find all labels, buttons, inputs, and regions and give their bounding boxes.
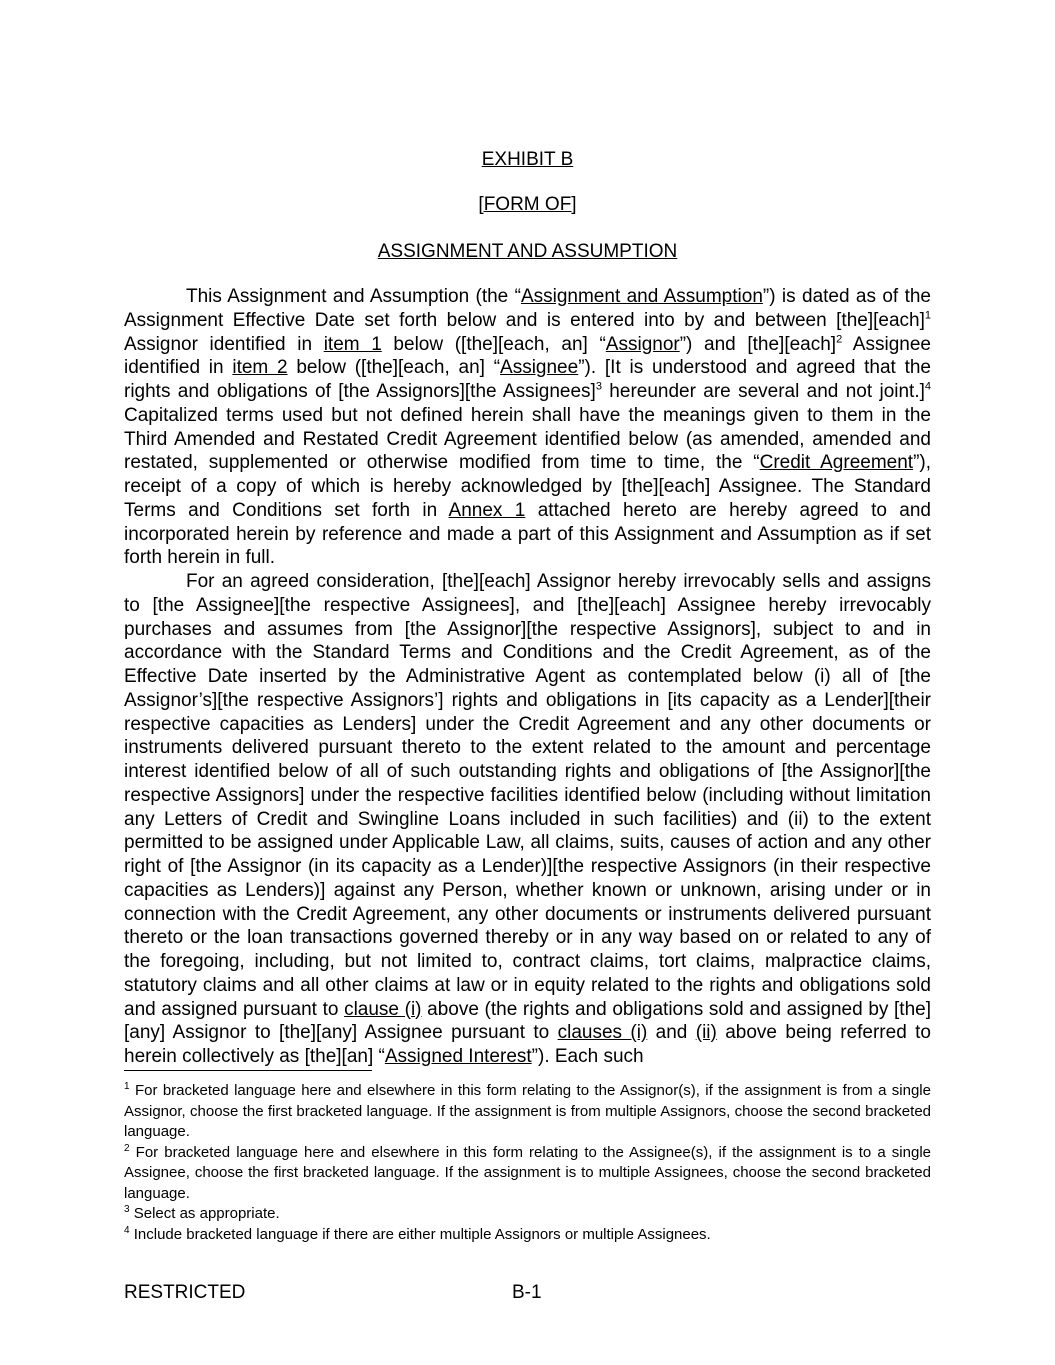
item-2-reference: item 2 xyxy=(232,357,288,379)
defined-term-assigned-interest: Assigned Interest xyxy=(384,1046,532,1067)
defined-term-assignor: Assignor xyxy=(605,333,680,355)
item-1-reference: item 1 xyxy=(323,333,382,355)
footnote-ref-2: 2 xyxy=(836,333,843,346)
footnote-number: 1 xyxy=(124,1081,130,1092)
footnote: $^2$ For bracketed language here and elsewhere in this form relating to the Assignee(s), if the assignment is to a single Assignee, choose the first bracketed language. If the assignment is to multiple Assignees, choose the second bracketed language. xyxy=(124,1142,931,1202)
defined-term-credit-agreement: Credit Agreement xyxy=(759,452,914,474)
form-of-title xyxy=(0,193,1055,217)
exhibit-label: EXHIBIT B xyxy=(481,149,574,170)
footnote: $^1$ For bracketed language here and elsewhere in this form relating to the Assignor(s), if the assignment is from a single Assignor, choose the first bracketed language. If the assignment is from multiple Assignors, choose the second bracketed language. xyxy=(124,1081,931,1140)
footnote-ref-4: 4 xyxy=(924,380,932,393)
footnote-separator xyxy=(124,1070,372,1071)
footnote-number: 3 xyxy=(124,1204,130,1215)
page-number: B-1 xyxy=(512,1282,542,1303)
footnote-number: 4 xyxy=(124,1224,130,1236)
clauses-i-reference: clauses (i) xyxy=(557,1022,648,1044)
intro-paragraph: This Assignment and Assumption (the “Assignment and Assumption”) is dated as of the Assignment Effective Date set forth below and is entered into by and between [the][each]$^1$ Assignor identified in item 1 below ([the][each, an] “Assignor”) and [the][each]$^2$ Assignee identified in item 2 below ([the][each, an] “Assignee”). [It is understood and agreed that the rights and obligations of [the Assignors][the Assignees]$^3$ hereunder are several and not joint.]$^4$ Capitalized terms used but not defined herein shall have the meanings given to them in the Third Amended and Restated Credit Agreement identified below (as amended, amended and restated, supplemented or otherwise modified from time to time, the “Credit Agreement”), receipt of a copy of which is hereby acknowledged by [the][each] Assignee. The Standard Terms and Conditions set forth in Annex 1 attached hereto are hereby agreed to and incorporated herein by reference and made a part of this Assignment and Assumption as if set forth herein in full. xyxy=(124,286,932,569)
footer-restricted-label: RESTRICTED xyxy=(124,1282,246,1303)
defined-term-assignee: Assignee xyxy=(500,357,579,379)
document-title xyxy=(0,240,1055,264)
consideration-paragraph: For an agreed consideration, [the][each] Assignor hereby irrevocably sells and assigns to [the Assignee][the respective Assignees], and [the][each] Assignee hereby irrevocably purchases and assumes from [the Assignor][the respective Assignors], subject to and in accordance with the Standard Terms and Conditions and the Credit Agreement, as of the Effective Date inserted by the Administrative Agent as contemplated below (i) all of [the Assignor’s][the respective Assignors’] rights and obligations in [its capacity as a Lender][their respective capacities as Lenders] under the Credit Agreement and any other documents or instruments delivered pursuant thereto to the extent related to the amount and percentage interest identified below of all of such outstanding rights and obligations of [the Assignor][the respective Assignors] under the respective facilities identified below (including without limitation any Letters of Credit and Swingline Loans included in such facilities) and (ii) to the extent permitted to be assigned under Applicable Law, all claims, suits, causes of action and any other right of [the Assignor (in its capacity as a Lender)][the respective Assignors (in their respective capacities as Lenders)] against any Person, whether known or unknown, arising under or in connection with the Credit Agreement, any other documents or instruments delivered pursuant thereto or the loan transactions governed thereby or in any way based on or related to any of the foregoing, including, but not limited to, contract claims, tort claims, malpractice claims, statutory claims and all other claims at law or in equity related to the rights and obligations sold and assigned pursuant to clause (i) above (the rights and obligations sold and assigned by [the][any] Assignor to [the][any] Assignee pursuant to clauses (i) and (ii) above being referred to herein collectively as [the][an] “Assigned Interest”). Each such xyxy=(124,571,931,1067)
annex-1-reference: Annex 1 xyxy=(448,499,526,521)
footnote-ref-1: 1 xyxy=(924,309,931,322)
clause-ii-reference: (ii) xyxy=(695,1022,717,1044)
footnotes xyxy=(124,1081,931,1245)
footnote: $^4$ Include bracketed language if there are either multiple Assignors or multiple Assignees. xyxy=(124,1224,711,1243)
form-of-label: [FORM OF] xyxy=(478,194,577,215)
footnote: $^3$ Select as appropriate. xyxy=(124,1204,280,1222)
exhibit-title xyxy=(0,148,1055,172)
document-name: ASSIGNMENT AND ASSUMPTION xyxy=(377,241,678,262)
defined-term-assignment-and-assumption: Assignment and Assumption xyxy=(520,286,763,307)
footnote-ref-3: 3 xyxy=(595,380,602,393)
footnote-number: 2 xyxy=(124,1142,130,1154)
clause-i-reference: clause (i) xyxy=(344,998,422,1020)
